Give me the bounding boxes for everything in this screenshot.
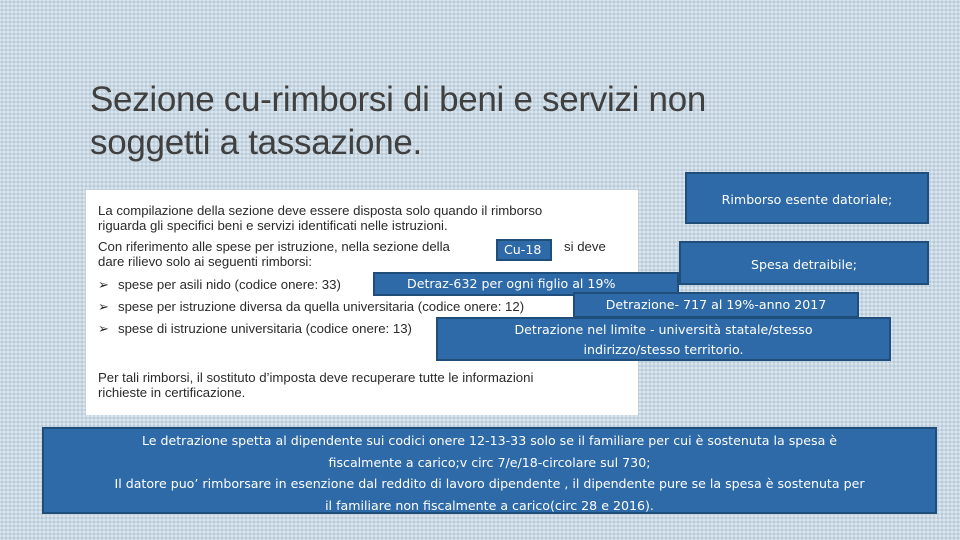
callout-detrazione-limite-line-1: Detrazione nel limite - università statale/stesso bbox=[514, 322, 813, 337]
callout-detrazione-limite bbox=[436, 317, 891, 361]
callout-cu18-text: Cu-18 bbox=[504, 242, 542, 257]
doc-paragraph-2-line-2: dare rilievo solo ai seguenti rimborsi: bbox=[98, 254, 313, 269]
doc-paragraph-3-line-1: Per tali rimborsi, il sostituto d’imposta deve recuperare tutte le informazioni bbox=[98, 370, 534, 385]
slide-title-line-1: Sezione cu-rimborsi di beni e servizi non bbox=[90, 80, 707, 119]
note-line-3: Il datore puo’ rimborsare in esenzione dal reddito di lavoro dipendente , il dipendente pure se la spesa è sostenuta per bbox=[114, 476, 865, 491]
doc-bullet-3: spese di istruzione universitaria (codice onere: 13) bbox=[118, 321, 412, 336]
note-line-1: Le detrazione spetta al dipendente sui codici onere 12-13-33 solo se il familiare per cui è sostenuta la spesa è bbox=[141, 433, 838, 448]
doc-bullet-1: spese per asili nido (codice onere: 33) bbox=[118, 277, 341, 292]
callout-rimborso-esente bbox=[685, 172, 929, 224]
callout-spesa-detraibile-text: Spesa detraibile; bbox=[750, 257, 858, 272]
slide-title-line-2: soggetti a tassazione. bbox=[90, 123, 422, 162]
callout-spesa-detraibile bbox=[679, 241, 929, 285]
note-line-4: il familiare non fiscalmente a carico(circ 28 e 2016). bbox=[325, 497, 654, 513]
doc-paragraph-1-line-1: La compilazione della sezione deve essere disposta solo quando il rimborso bbox=[98, 203, 543, 218]
doc-paragraph-1-line-2: riguarda gli specifici beni e servizi identificati nelle istruzioni. bbox=[98, 218, 448, 233]
document-excerpt bbox=[86, 190, 638, 415]
callout-cu18 bbox=[496, 239, 552, 261]
bullet-arrow-icon: ➢ bbox=[98, 277, 109, 292]
bullet-arrow-icon: ➢ bbox=[98, 299, 109, 314]
bullet-arrow-icon: ➢ bbox=[98, 321, 109, 336]
note-line-2: fiscalmente a carico;v circ 7/e/18-circolare sul 730; bbox=[328, 454, 651, 470]
doc-paragraph-3-line-2: richieste in certificazione. bbox=[98, 385, 246, 400]
slide-title bbox=[90, 78, 850, 164]
doc-paragraph-2-line-1-end: si deve bbox=[564, 239, 606, 254]
callout-detraz-632-text: Detraz-632 per ogni figlio al 19% bbox=[407, 276, 616, 291]
callout-detrazione-717 bbox=[573, 292, 859, 318]
doc-bullet-2: spese per istruzione diversa da quella universitaria (codice onere: 12) bbox=[118, 299, 525, 314]
callout-rimborso-esente-text: Rimborso esente datoriale; bbox=[721, 192, 893, 207]
note-box bbox=[42, 427, 937, 514]
callout-detrazione-717-text: Detrazione- 717 al 19%-anno 2017 bbox=[605, 297, 827, 312]
callout-detrazione-limite-line-2: indirizzo/stesso territorio. bbox=[583, 342, 744, 357]
doc-paragraph-2-line-1: Con riferimento alle spese per istruzione, nella sezione della bbox=[98, 239, 450, 254]
